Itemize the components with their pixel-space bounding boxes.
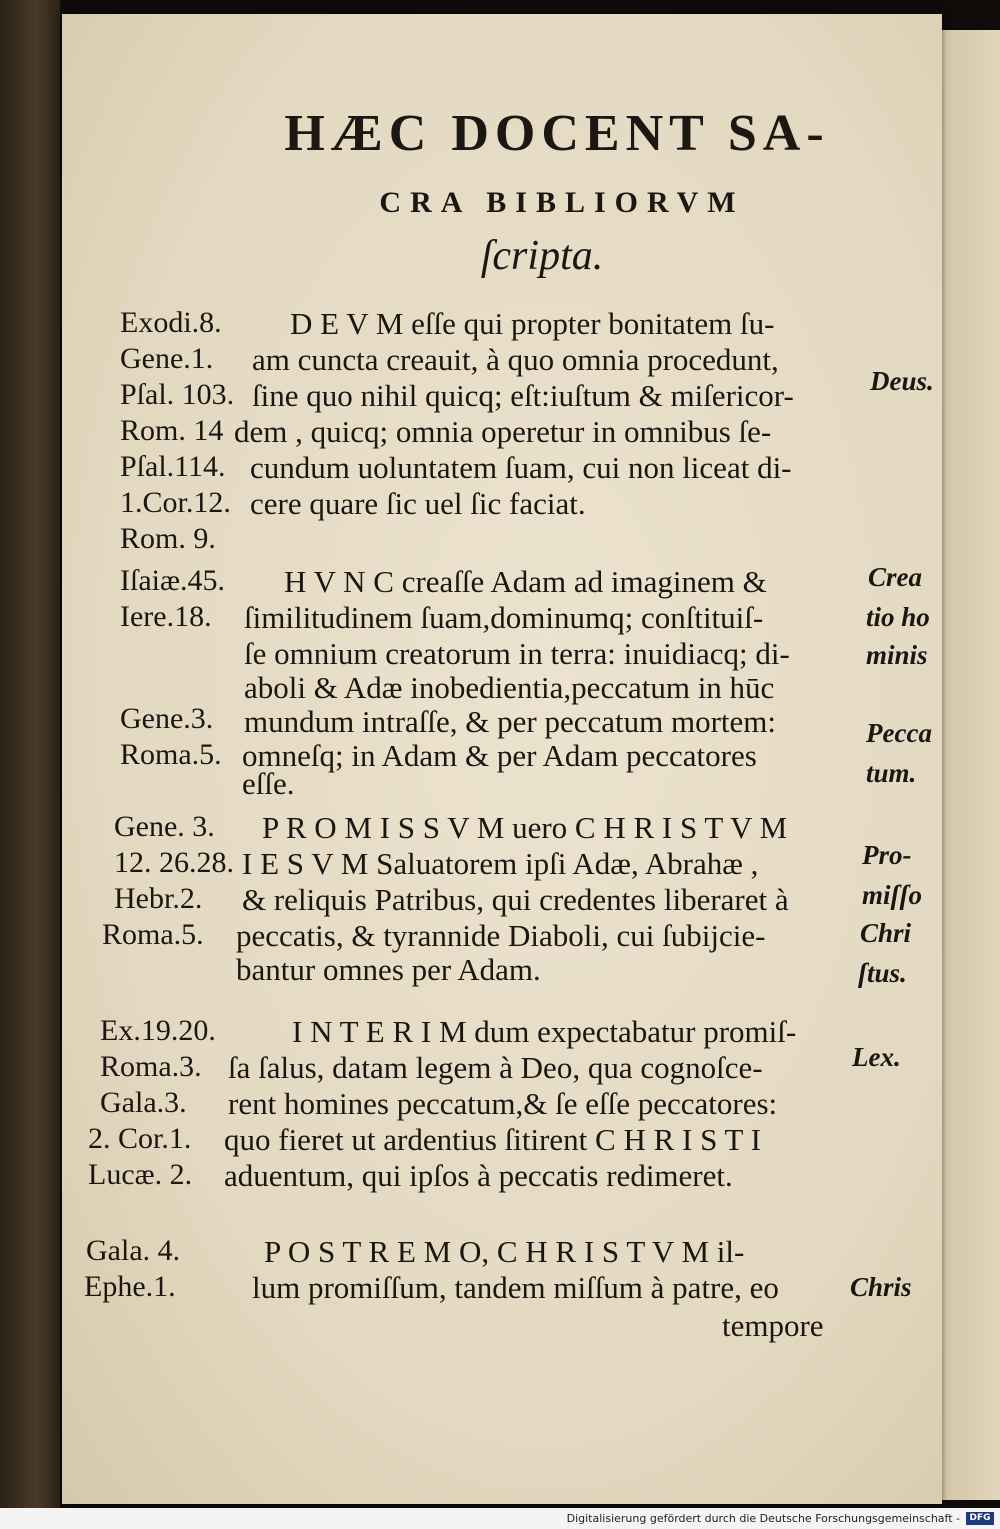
text-line: H V N C creaſſe Adam ad imaginem &	[284, 564, 767, 599]
text-line: I E S V M Saluatorem ipſi Adæ, Abrahæ ,	[242, 846, 759, 881]
text-line: aduentum, qui ipſos à peccatis redimeret.	[224, 1158, 733, 1193]
text-line: cundum uoluntatem ſuam, cui non liceat di-	[250, 450, 792, 485]
scripture-ref: Iſaiæ.45.	[120, 564, 225, 597]
text-line: omneſq; in Adam & per Adam peccatores	[242, 738, 757, 773]
scripture-ref: Gene.1.	[120, 342, 214, 375]
margin-note: Chri	[860, 918, 912, 948]
scripture-ref: Roma.5.	[102, 918, 204, 951]
scripture-ref: Roma.3.	[100, 1050, 202, 1083]
scripture-ref: Ephe.1.	[84, 1270, 176, 1303]
scripture-ref: Gala.3.	[100, 1086, 187, 1119]
scripture-ref: Gene.3.	[120, 702, 214, 735]
text-line: ſine quo nihil quicq; eſt:iuſtum & miſericor-	[252, 378, 794, 413]
scripture-ref: Pſal. 103.	[120, 378, 235, 411]
scripture-ref: Ex.19.20.	[100, 1014, 216, 1047]
margin-note: miſſo	[862, 880, 922, 910]
margin-note: tum.	[866, 758, 917, 788]
scripture-ref: Rom. 14	[120, 414, 224, 447]
scripture-ref: Lucæ. 2.	[88, 1158, 193, 1191]
margin-note: Deus.	[870, 366, 934, 396]
margin-note: ſtus.	[858, 958, 907, 988]
margin-note: minis	[866, 640, 928, 670]
text-line: peccatis, & tyrannide Diaboli, cui ſubijcie-	[236, 918, 766, 953]
title-line-2: CRA BIBLIORVM	[379, 186, 745, 219]
text-line: P O S T R E M O, C H R I S T V M il-	[264, 1234, 745, 1269]
text-line: & reliquis Patribus, qui credentes liberaret à	[242, 882, 789, 917]
scripture-ref: Gala. 4.	[86, 1234, 181, 1267]
text-line: aboli & Adæ inobedientia,peccatum in hūc	[244, 670, 775, 705]
scripture-ref: 2. Cor.1.	[88, 1122, 192, 1155]
scripture-ref: 1.Cor.12.	[120, 486, 231, 519]
book-page	[62, 14, 942, 1504]
margin-note: Pro-	[862, 840, 912, 870]
text-line: quo fieret ut ardentius ſitirent C H R I S T I	[224, 1122, 761, 1157]
text-line: lum promiſſum, tandem miſſum à patre, eo	[252, 1270, 779, 1305]
text-line: ſimilitudinem ſuam,dominumq; conſtituiſ-	[244, 600, 764, 635]
margin-note: Lex.	[852, 1042, 901, 1072]
text-line: tempore	[722, 1308, 824, 1343]
text-line: bantur omnes per Adam.	[236, 952, 541, 987]
book-binding	[0, 0, 60, 1510]
scripture-ref: Pſal.114.	[120, 450, 226, 483]
text-line: ſa ſalus, datam legem à Deo, qua cognoſce-	[228, 1050, 763, 1085]
scripture-ref: Exodi.8.	[120, 306, 222, 339]
text-line: am cuncta creauit, à quo omnia procedunt,	[252, 342, 779, 377]
scripture-ref: Roma.5.	[120, 738, 222, 771]
scripture-ref: 12. 26.28.	[114, 846, 234, 879]
text-line: D E V M eſſe qui propter bonitatem ſu-	[290, 306, 775, 341]
footer-credit: Digitalisierung gefördert durch die Deutsche Forschungsgemeinschaft -	[566, 1512, 960, 1525]
scripture-ref: Iere.18.	[120, 600, 212, 633]
scripture-ref: Rom. 9.	[120, 522, 216, 555]
dfg-logo: DFG	[966, 1512, 994, 1525]
text-line: cere quare ſic uel ſic faciat.	[250, 486, 586, 521]
text-line: mundum intraſſe, & per peccatum mortem:	[244, 704, 777, 739]
scripture-ref: Gene. 3.	[114, 810, 215, 843]
text-line: rent homines peccatum,& ſe eſſe peccatores:	[228, 1086, 778, 1121]
text-line: eſſe.	[242, 766, 295, 801]
scripture-ref: Hebr.2.	[114, 882, 203, 915]
margin-note: Crea	[868, 562, 922, 592]
text-line: ſe omnium creatorum in terra: inuidiacq; di-	[244, 636, 790, 671]
title-line-1: HÆC DOCENT SA-	[284, 105, 830, 162]
margin-note: tio ho	[866, 602, 930, 632]
title-line-3: ſcripta.	[480, 233, 604, 279]
margin-note: Chris	[850, 1272, 912, 1302]
margin-note: Pecca	[866, 718, 932, 748]
text-line: dem , quicq; omnia operetur in omnibus ſe-	[234, 414, 772, 449]
text-line: P R O M I S S V M uero C H R I S T V M	[262, 810, 788, 845]
text-line: I N T E R I M dum expectabatur promiſ-	[292, 1014, 797, 1049]
